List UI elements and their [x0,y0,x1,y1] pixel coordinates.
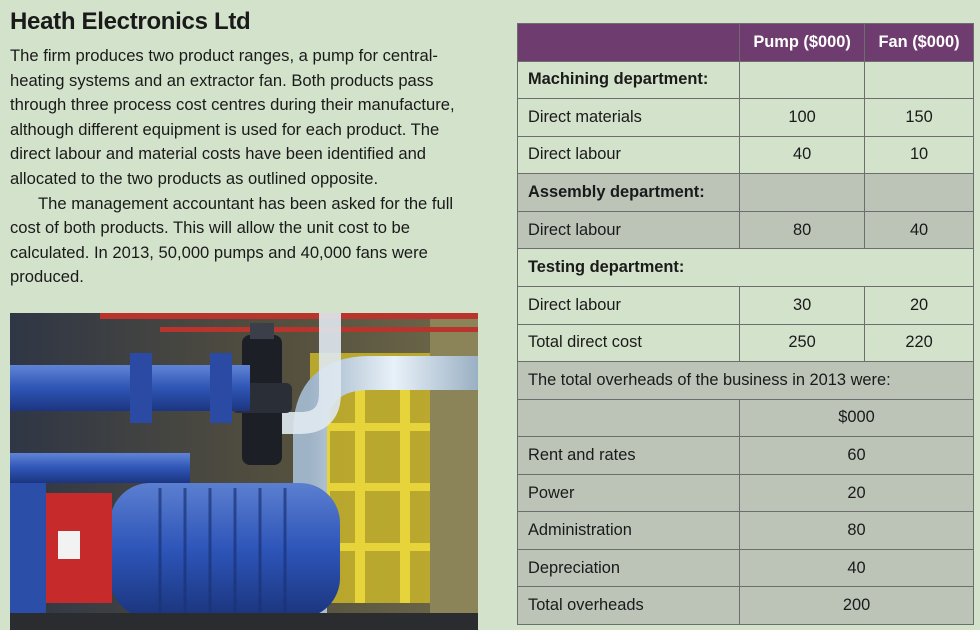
overhead-value: 40 [740,549,974,587]
overheads-intro-row [518,362,974,400]
empty-cell [740,174,865,212]
row-label: Power [518,474,740,512]
section-heading: Machining department: [518,61,740,99]
page-title: Heath Electronics Ltd [10,8,251,35]
fan-value: 40 [865,211,974,249]
table-row-total [518,587,974,625]
table-row-total [518,324,974,362]
table-row [518,99,974,137]
table-row [518,136,974,174]
table-row [518,549,974,587]
paragraph-1: The firm produces two product ranges, a pump for central-heating systems and an extractor fan. Both products pass through three process cost centres during their manufacture, although different equipment is used for each product. The direct labour and material costs have been identified and allocated to the two products as outlined opposite. [10,46,455,188]
overheads-unit-row [518,399,974,437]
industrial-pump-photo [10,313,478,630]
overhead-value: 80 [740,512,974,550]
empty-cell [518,399,740,437]
table-row [518,437,974,475]
pump-value: 30 [740,286,865,324]
pump-value: 80 [740,211,865,249]
row-label: Depreciation [518,549,740,587]
section-heading: Assembly department: [518,174,740,212]
fan-value: 20 [865,286,974,324]
fan-value: 150 [865,99,974,137]
empty-cell [865,174,974,212]
case-description [10,44,478,290]
overhead-value: 20 [740,474,974,512]
section-row-testing [518,249,974,287]
empty-cell [865,61,974,99]
header-fan: Fan ($000) [865,24,974,62]
table-header-row [518,24,974,62]
row-label: Total direct cost [518,324,740,362]
cost-table [517,23,974,625]
row-label: Direct labour [518,136,740,174]
section-heading: Testing department: [518,249,974,287]
fan-value: 220 [865,324,974,362]
overhead-value: 60 [740,437,974,475]
table-row [518,512,974,550]
row-label: Direct materials [518,99,740,137]
table-row [518,474,974,512]
row-label: Total overheads [518,587,740,625]
table-row [518,211,974,249]
fan-value: 10 [865,136,974,174]
pump-value: 100 [740,99,865,137]
row-label: Direct labour [518,211,740,249]
table-row [518,286,974,324]
section-row-assembly [518,174,974,212]
overhead-value: 200 [740,587,974,625]
header-blank [518,24,740,62]
paragraph-2: The management accountant has been asked for the full cost of both products. This will allow the unit cost to be calculated. In 2013, 50,000 pumps and 40,000 fans were produced. [10,193,454,287]
row-label: Rent and rates [518,437,740,475]
empty-cell [740,61,865,99]
header-pump: Pump ($000) [740,24,865,62]
section-row-machining [518,61,974,99]
overheads-unit: $000 [740,399,974,437]
row-label: Direct labour [518,286,740,324]
pump-value: 40 [740,136,865,174]
pump-value: 250 [740,324,865,362]
row-label: Administration [518,512,740,550]
overheads-intro: The total overheads of the business in 2013 were: [518,362,974,400]
